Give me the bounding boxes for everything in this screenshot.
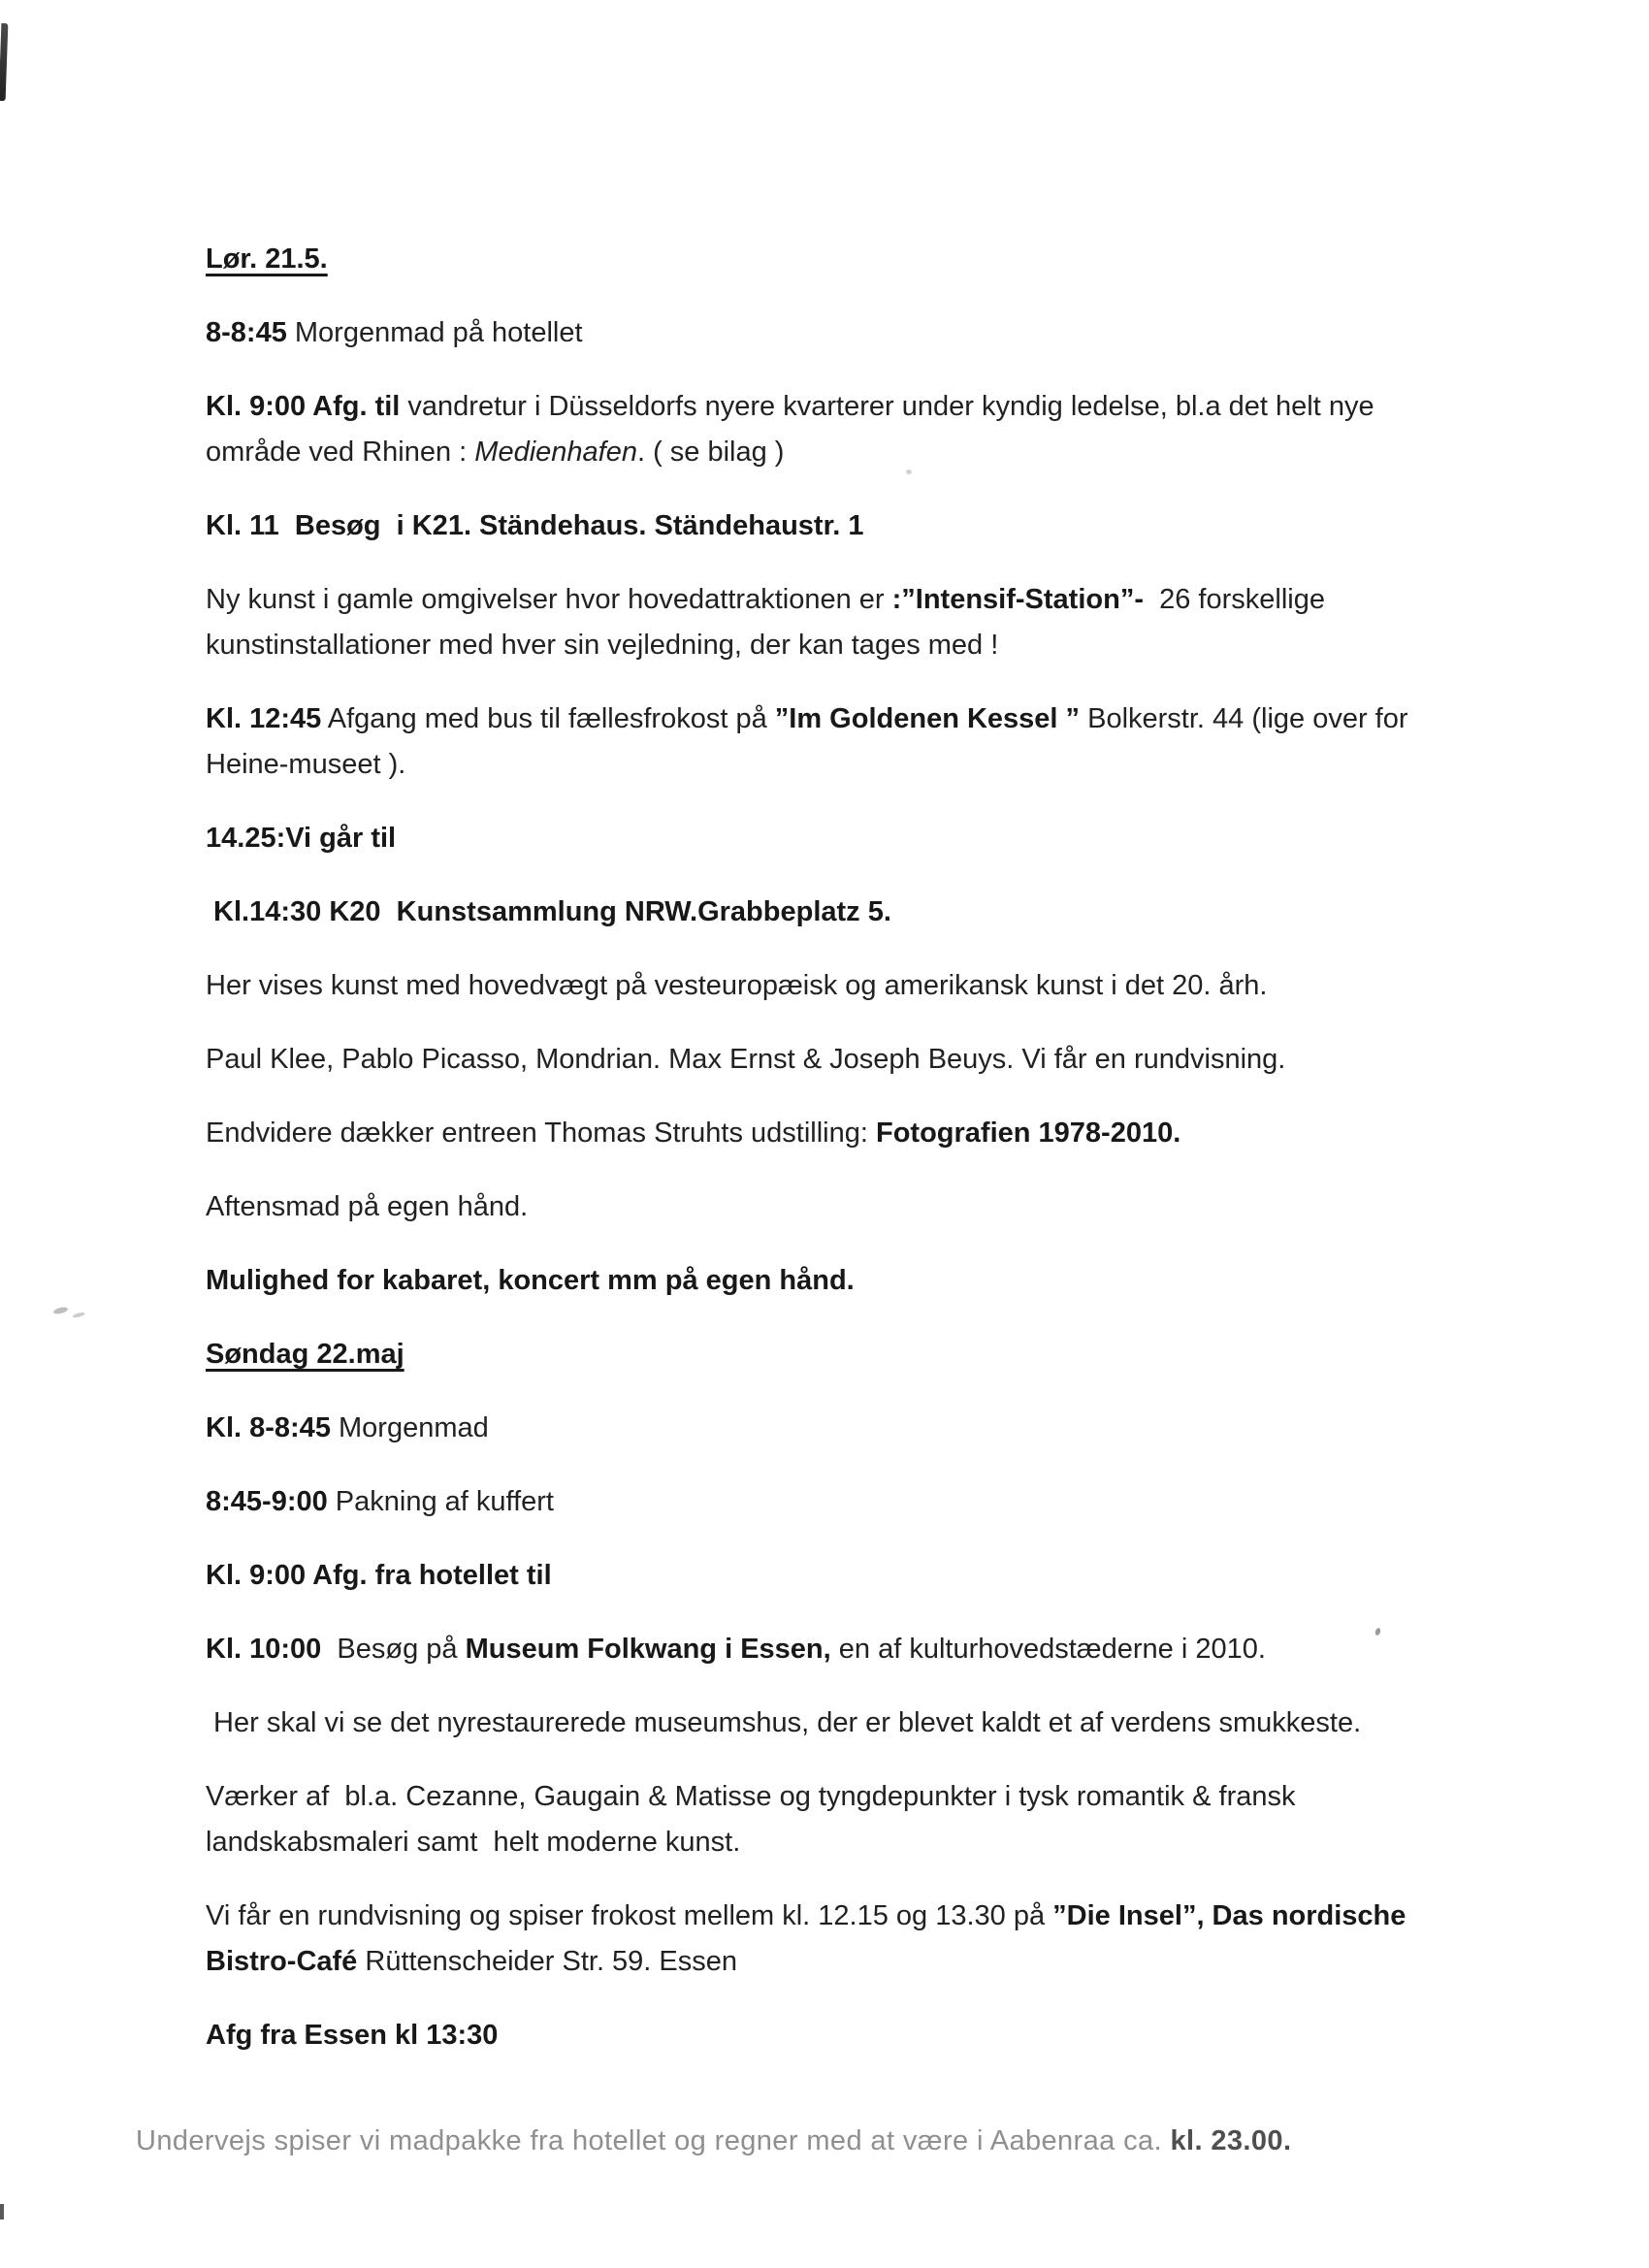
para-exhibition	[206, 1111, 1583, 1156]
para-k21-description	[206, 577, 1583, 668]
scan-artifact-faint-dot	[906, 470, 912, 474]
text-line	[206, 384, 1583, 430]
scan-artifact-top-left-mark	[0, 23, 8, 101]
text-segment: Kl. 8-8:45	[206, 1412, 331, 1443]
text-segment: :”Intensif-Station”-	[891, 584, 1144, 615]
text-line	[206, 1111, 1583, 1156]
text-segment: Heine-museet ).	[206, 749, 406, 780]
para-dinner	[206, 1184, 1583, 1230]
para-k20-description	[206, 963, 1583, 1009]
text-segment: 8-8:45	[206, 317, 287, 348]
text-segment: Aftensmad på egen hånd.	[206, 1191, 529, 1222]
text-segment: Besøg på	[321, 1634, 466, 1665]
text-segment: Kl.14:30 K20 Kunstsammlung NRW.Grabbeplatz 5.	[206, 896, 891, 927]
text-line	[206, 1701, 1583, 1746]
text-segment: Afgang med bus til fællesfrokost på	[321, 703, 775, 734]
text-segment: kunstinstallationer med hver sin vejledning, der kan tages med !	[206, 630, 999, 661]
text-segment: Kl. 9:00 Afg. fra hotellet til	[206, 1560, 552, 1591]
para-packing	[206, 1479, 1583, 1525]
text-segment: ”Im Goldenen Kessel ”	[774, 703, 1081, 734]
text-segment: 26 forskellige	[1143, 584, 1325, 615]
text-line	[206, 237, 1583, 282]
text-segment: Bolkerstr. 44 (lige over for	[1080, 703, 1408, 734]
text-line	[206, 430, 1583, 475]
para-1245-lunch	[206, 697, 1583, 788]
para-0900-departure	[206, 1553, 1583, 1599]
text-line	[206, 1820, 1583, 1865]
para-evening-options	[206, 1258, 1583, 1304]
text-segment: Kl. 11 Besøg i K21. Ständehaus. Ständehaustr. 1	[206, 510, 864, 541]
text-segment: Afg fra Essen kl 13:30	[206, 2020, 499, 2051]
text-line	[206, 503, 1583, 549]
para-museum-building	[206, 1701, 1583, 1746]
text-segment: Paul Klee, Pablo Picasso, Mondrian. Max Ernst & Joseph Beuys. Vi får en rundvisning.	[206, 1044, 1286, 1075]
text-segment: Lør. 21.5.	[206, 243, 328, 275]
text-segment: Kl. 10:00	[206, 1634, 322, 1665]
para-return-home	[136, 2119, 1583, 2164]
text-segment: kl. 23.00.	[1170, 2125, 1292, 2156]
scan-artifact-bottom-left-tick	[0, 2204, 4, 2219]
text-segment: Undervejs spiser vi madpakke fra hotellet og regner med at være i Aabenraa ca.	[136, 2125, 1171, 2156]
text-segment: Kl. 9:00 Afg. til	[206, 391, 401, 422]
text-line	[206, 623, 1583, 668]
para-departure-essen	[206, 2013, 1583, 2058]
text-segment: Her skal vi se det nyrestaurerede museumshus, der er blevet kaldt et af verdens smukkeste.	[206, 1707, 1362, 1738]
text-line	[206, 1406, 1583, 1451]
para-lunch-die-insel	[206, 1894, 1583, 1985]
scan-artifact-smudge	[52, 1306, 68, 1314]
text-line	[206, 1553, 1583, 1599]
text-line	[206, 1184, 1583, 1230]
text-line	[206, 1037, 1583, 1083]
text-segment: Morgenmad	[330, 1412, 489, 1443]
document-body	[136, 237, 1583, 2192]
text-segment: Kl. 12:45	[206, 703, 322, 734]
text-segment: Ny kunst i gamle omgivelser hvor hovedattraktionen er	[206, 584, 892, 615]
text-segment: en af kulturhovedstæderne i 2010.	[830, 1634, 1266, 1665]
text-segment: . ( se bilag )	[636, 437, 785, 468]
para-1100-k21	[206, 503, 1583, 549]
text-segment: landskabsmaleri samt helt moderne kunst.	[206, 1827, 741, 1858]
text-segment: Vi får en rundvisning og spiser frokost mellem kl. 12.15 og 13.30 på	[206, 1900, 1053, 1931]
text-line	[206, 1774, 1583, 1820]
text-segment: vandretur i Düsseldorfs nyere kvarterer under kyndig ledelse, bl.a det helt nye	[400, 391, 1374, 422]
para-1430-k20	[206, 890, 1583, 935]
text-line	[206, 963, 1583, 1009]
text-line	[206, 1894, 1583, 1939]
text-line	[206, 697, 1583, 742]
text-segment: Fotografien 1978-2010.	[876, 1118, 1181, 1149]
para-breakfast-sun	[206, 1406, 1583, 1451]
text-segment: 14.25:Vi går til	[206, 823, 397, 854]
text-line	[206, 310, 1583, 356]
text-segment: Mulighed for kabaret, koncert mm på egen hånd.	[206, 1265, 855, 1296]
text-line	[206, 2013, 1583, 2058]
text-segment: Rüttenscheider Str. 59. Essen	[357, 1946, 738, 1977]
text-line	[206, 1258, 1583, 1304]
text-segment: 8:45-9:00	[206, 1486, 328, 1517]
text-line	[136, 2119, 1583, 2164]
text-line	[206, 577, 1583, 623]
text-segment: Søndag 22.maj	[206, 1339, 404, 1370]
para-folkwang-works	[206, 1774, 1583, 1865]
text-line	[206, 816, 1583, 861]
text-segment: Endvidere dækker entreen Thomas Struhts udstilling:	[206, 1118, 876, 1149]
text-line	[206, 1332, 1583, 1377]
para-0900-walk	[206, 384, 1583, 475]
text-line	[206, 1939, 1583, 1985]
text-segment: Her vises kunst med hovedvægt på vesteuropæisk og amerikansk kunst i det 20. årh.	[206, 970, 1268, 1001]
text-line	[206, 742, 1583, 788]
text-segment: Bistro-Café	[206, 1946, 358, 1977]
heading-sun-22-may	[206, 1332, 1583, 1377]
text-line	[206, 1479, 1583, 1525]
text-segment: Museum Folkwang i Essen,	[465, 1634, 831, 1665]
heading-sat-21-5	[206, 237, 1583, 282]
text-segment: Morgenmad på hotellet	[286, 317, 583, 348]
text-segment: Medienhafen	[474, 437, 637, 468]
text-line	[206, 890, 1583, 935]
para-artists	[206, 1037, 1583, 1083]
text-segment: Værker af bl.a. Cezanne, Gaugain & Matisse og tyngdepunkter i tysk romantik & fransk	[206, 1781, 1296, 1812]
para-1425-walk	[206, 816, 1583, 861]
text-segment: område ved Rhinen :	[206, 437, 475, 468]
text-segment: Pakning af kuffert	[327, 1486, 554, 1517]
text-segment: ”Die Insel”, Das nordische	[1052, 1900, 1406, 1931]
para-breakfast-sat	[206, 310, 1583, 356]
